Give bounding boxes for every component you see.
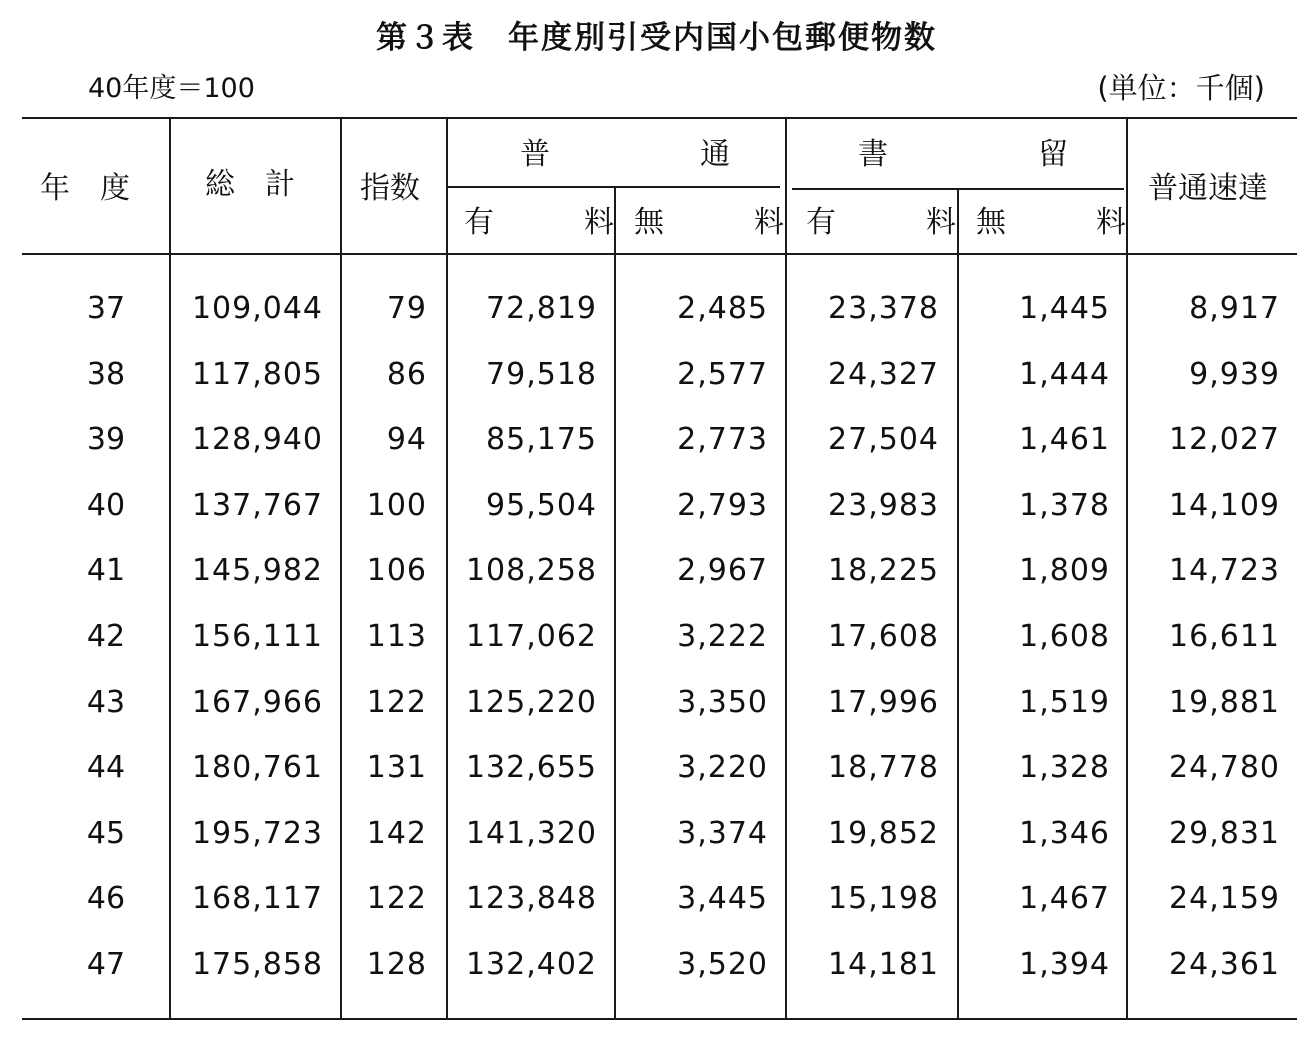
cell-total: 137,767	[191, 488, 323, 523]
header-registered-free: 無 料	[976, 205, 1126, 240]
cell-registered-paid: 23,983	[828, 488, 939, 523]
cell-ordinary-paid: 123,848	[465, 881, 597, 916]
cell-ordinary-free: 2,967	[677, 553, 768, 588]
col-divider-3	[446, 118, 448, 1018]
cell-index: 131	[366, 750, 427, 785]
cell-index: 94	[386, 422, 427, 457]
cell-ordinary-paid: 79,518	[486, 357, 597, 392]
cell-year: 40	[86, 488, 126, 523]
cell-ordinary-paid: 132,402	[465, 947, 597, 982]
cell-year: 38	[86, 357, 126, 392]
cell-year: 43	[86, 685, 126, 720]
cell-registered-paid: 17,608	[828, 619, 939, 654]
cell-express: 16,611	[1169, 619, 1280, 654]
cell-year: 42	[86, 619, 126, 654]
col-divider-7	[1126, 118, 1128, 1018]
cell-ordinary-free: 2,793	[677, 488, 768, 523]
cell-ordinary-paid: 117,062	[465, 619, 597, 654]
cell-ordinary-free: 2,485	[677, 291, 768, 326]
cell-index: 122	[366, 685, 427, 720]
cell-total: 168,117	[191, 881, 323, 916]
base-year-note: 40年度＝100	[88, 73, 255, 104]
cell-ordinary-paid: 141,320	[465, 816, 597, 851]
cell-ordinary-free: 3,222	[677, 619, 768, 654]
cell-express: 14,723	[1169, 553, 1280, 588]
cell-registered-free: 1,445	[1019, 291, 1110, 326]
cell-express: 24,159	[1169, 881, 1280, 916]
top-rule	[22, 117, 1297, 119]
cell-registered-free: 1,809	[1019, 553, 1110, 588]
col-divider-6	[957, 188, 959, 1018]
cell-registered-paid: 27,504	[828, 422, 939, 457]
cell-registered-free: 1,467	[1019, 881, 1110, 916]
cell-index: 86	[386, 357, 427, 392]
cell-registered-free: 1,346	[1019, 816, 1110, 851]
header-total: 総 計	[205, 167, 295, 202]
cell-express: 14,109	[1169, 488, 1280, 523]
cell-year: 47	[86, 947, 126, 982]
cell-registered-free: 1,444	[1019, 357, 1110, 392]
header-year: 年 度	[40, 171, 130, 206]
header-ordinary-paid: 有 料	[464, 205, 614, 240]
cell-registered-free: 1,328	[1019, 750, 1110, 785]
header-ordinary: 普 通	[520, 137, 730, 172]
cell-index: 122	[366, 881, 427, 916]
col-divider-1	[169, 118, 171, 1018]
cell-ordinary-free: 2,773	[677, 422, 768, 457]
cell-ordinary-free: 3,350	[677, 685, 768, 720]
cell-ordinary-free: 3,445	[677, 881, 768, 916]
cell-registered-paid: 23,378	[828, 291, 939, 326]
cell-ordinary-paid: 85,175	[486, 422, 597, 457]
header-index: 指数	[360, 171, 420, 206]
cell-ordinary-paid: 132,655	[465, 750, 597, 785]
cell-year: 44	[86, 750, 126, 785]
cell-registered-free: 1,394	[1019, 947, 1110, 982]
cell-registered-paid: 19,852	[828, 816, 939, 851]
cell-express: 24,361	[1169, 947, 1280, 982]
cell-year: 39	[86, 422, 126, 457]
cell-total: 167,966	[191, 685, 323, 720]
header-bottom-rule	[22, 253, 1297, 255]
cell-registered-free: 1,519	[1019, 685, 1110, 720]
cell-total: 117,805	[191, 357, 323, 392]
cell-total: 128,940	[191, 422, 323, 457]
cell-registered-free: 1,461	[1019, 422, 1110, 457]
cell-registered-paid: 18,225	[828, 553, 939, 588]
header-ordinary-free: 無 料	[634, 205, 784, 240]
cell-year: 46	[86, 881, 126, 916]
cell-index: 106	[366, 553, 427, 588]
cell-ordinary-free: 3,374	[677, 816, 768, 851]
cell-year: 45	[86, 816, 126, 851]
cell-ordinary-free: 3,220	[677, 750, 768, 785]
cell-registered-free: 1,608	[1019, 619, 1110, 654]
cell-index: 128	[366, 947, 427, 982]
cell-ordinary-paid: 125,220	[465, 685, 597, 720]
cell-registered-free: 1,378	[1019, 488, 1110, 523]
cell-index: 100	[366, 488, 427, 523]
header-registered-paid: 有 料	[806, 205, 956, 240]
cell-index: 79	[386, 291, 427, 326]
cell-total: 109,044	[191, 291, 323, 326]
col-divider-2	[340, 118, 342, 1018]
bottom-rule	[22, 1018, 1297, 1020]
header-express: 普通速達	[1148, 171, 1268, 206]
cell-express: 12,027	[1169, 422, 1280, 457]
cell-registered-paid: 24,327	[828, 357, 939, 392]
cell-ordinary-free: 2,577	[677, 357, 768, 392]
unit-note: (単位：千個)	[1097, 71, 1265, 105]
header-registered: 書 留	[858, 137, 1068, 172]
col-divider-4	[614, 188, 616, 1018]
cell-express: 24,780	[1169, 750, 1280, 785]
cell-total: 156,111	[191, 619, 323, 654]
cell-total: 180,761	[191, 750, 323, 785]
cell-express: 19,881	[1169, 685, 1280, 720]
cell-express: 8,917	[1189, 291, 1280, 326]
cell-total: 175,858	[191, 947, 323, 982]
cell-index: 142	[366, 816, 427, 851]
cell-year: 37	[86, 291, 126, 326]
cell-registered-paid: 17,996	[828, 685, 939, 720]
cell-ordinary-paid: 72,819	[486, 291, 597, 326]
cell-express: 9,939	[1189, 357, 1280, 392]
col-divider-5	[785, 118, 787, 1018]
cell-ordinary-free: 3,520	[677, 947, 768, 982]
cell-ordinary-paid: 108,258	[465, 553, 597, 588]
cell-registered-paid: 15,198	[828, 881, 939, 916]
cell-total: 195,723	[191, 816, 323, 851]
cell-registered-paid: 18,778	[828, 750, 939, 785]
cell-year: 41	[86, 553, 126, 588]
cell-express: 29,831	[1169, 816, 1280, 851]
table-title: 第３表 年度別引受内国小包郵便物数	[376, 20, 937, 56]
cell-index: 113	[366, 619, 427, 654]
cell-ordinary-paid: 95,504	[486, 488, 597, 523]
cell-registered-paid: 14,181	[828, 947, 939, 982]
cell-total: 145,982	[191, 553, 323, 588]
